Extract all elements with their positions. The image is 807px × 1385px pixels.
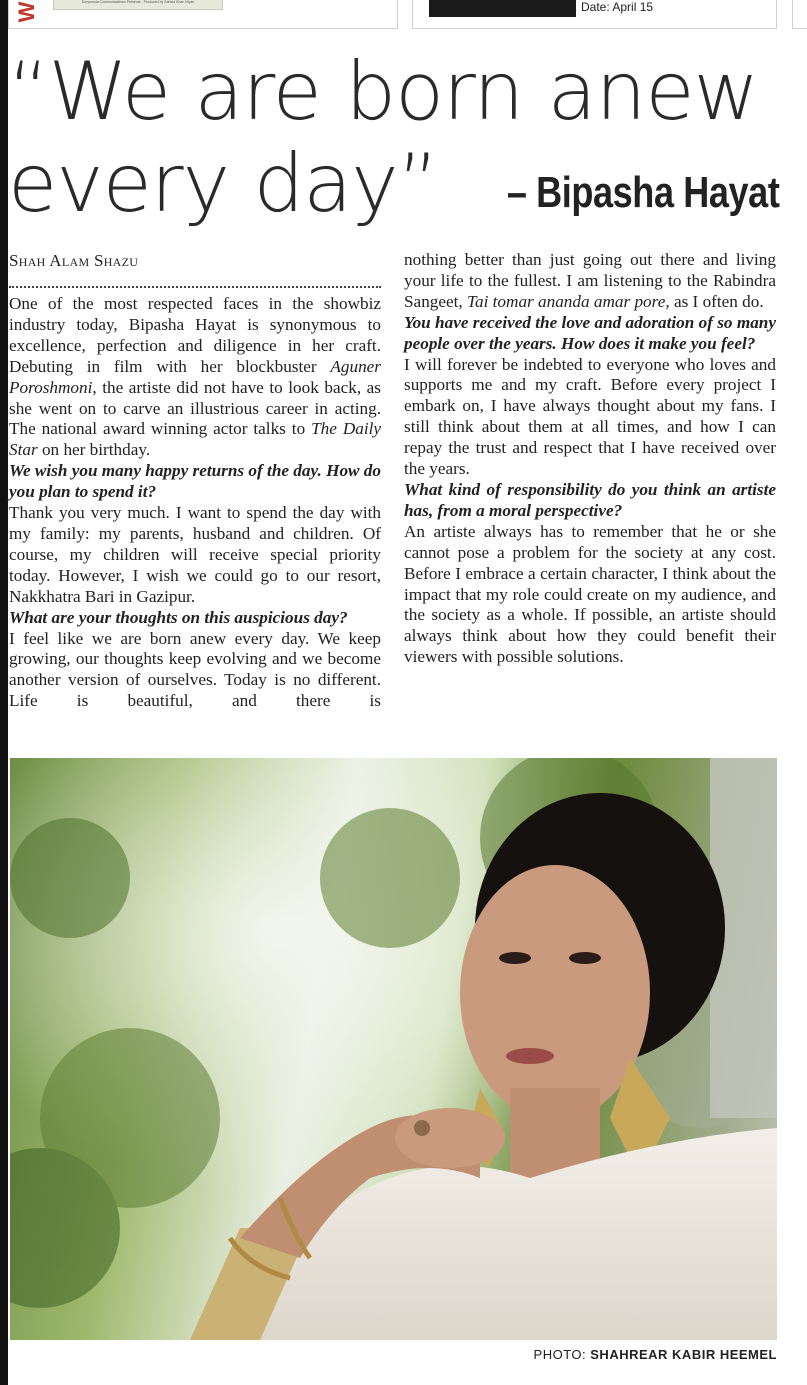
photo-caption [534,1347,777,1362]
answer-3: I will forever be indebted to everyone who loves and supports me and my craft. Before every project I embark on, I have always thought about my fans. I still think about them at all times, and how I can repay the trust and respect that I have received over the years. [404,354,776,479]
adjacent-ad-edge [792,0,807,29]
ad-date: Date: April 15 [581,0,654,14]
answer-1: Thank you very much. I want to spend the day with my family: my parents, husband and children. Of course, my children will receive special priority today. However, I wish we could go to our resort, Nakkhatra Bari in Gazipur. [9,503,381,606]
adjacent-ad-right [412,0,777,29]
question-3: You have received the love and adoration of so many people over the years. How does it make you feel? [404,312,776,353]
film-title: Aguner Poroshmoni, [9,356,381,397]
intro-paragraph: One of the most respected faces in the showbiz industry today, Bipasha Hayat is synonymous to excellence, perfection and diligence in her craft. Debuting in film with her blockbuster Aguner Poroshmoni, the artiste did not have to look back, as she went on to carve an illustrious career in acting. The national award winning actor talks to The Daily Star on her birthday. [9,294,382,460]
photo-caption-label: PHOTO: [533,1347,591,1362]
headline-line-1: “We are born anew [8,45,759,138]
portrait-photo [10,758,777,1340]
page-edge-bar [0,0,8,1385]
answer-4: An artiste always has to remember that he or she cannot pose a problem for the society at any cost. Before I embrace a certain character, I think about the impact that my role could create on my audience, and the society as a whole. If possible, an artiste should always think about how they could benefit their viewers with possible solutions. [404,521,776,667]
photographer-credit: SHAHREAR KABIR HEEMEL [590,1347,777,1362]
ad-thumbnail: Durynmula Communications Presents · Produced by Sahela Khan Niyan [53,0,223,10]
article-column-right [404,250,776,668]
dotted-divider [9,272,381,288]
question-4: What kind of responsibility do you think an artiste has, from a moral perspective? [404,479,776,520]
portrait-illustration [10,758,777,1340]
ad-dark-image [429,0,576,17]
quoted-speaker: – Bipasha Hayat [506,168,779,217]
newspaper-name: The Daily Star [9,419,382,460]
headline-line-2: every day” [8,137,439,230]
song-title: Tai tomar ananda amar pore, [467,291,670,311]
question-1: We wish you many happy returns of the day. How do you plan to spend it? [9,461,381,502]
question-2: What are your thoughts on this auspicious day? [9,607,348,627]
answer-2-start: I feel like we are born anew every day. We keep growing, our thoughts keep evolving and we become another version of ourselves. Today is no different. Life is beautiful, and there is [9,628,381,711]
adjacent-ad-left [8,0,398,29]
author-byline: Shah Alam Shazu [9,251,139,270]
top-ad-strip [8,0,807,30]
article-column-left [9,250,381,712]
ad-letter: W [14,1,39,23]
answer-2-end: nothing better than just going out there and living your life to the fullest. I am listening to the Rabindra Sangeet, Tai tomar ananda amar pore, as I often do. [404,250,776,311]
